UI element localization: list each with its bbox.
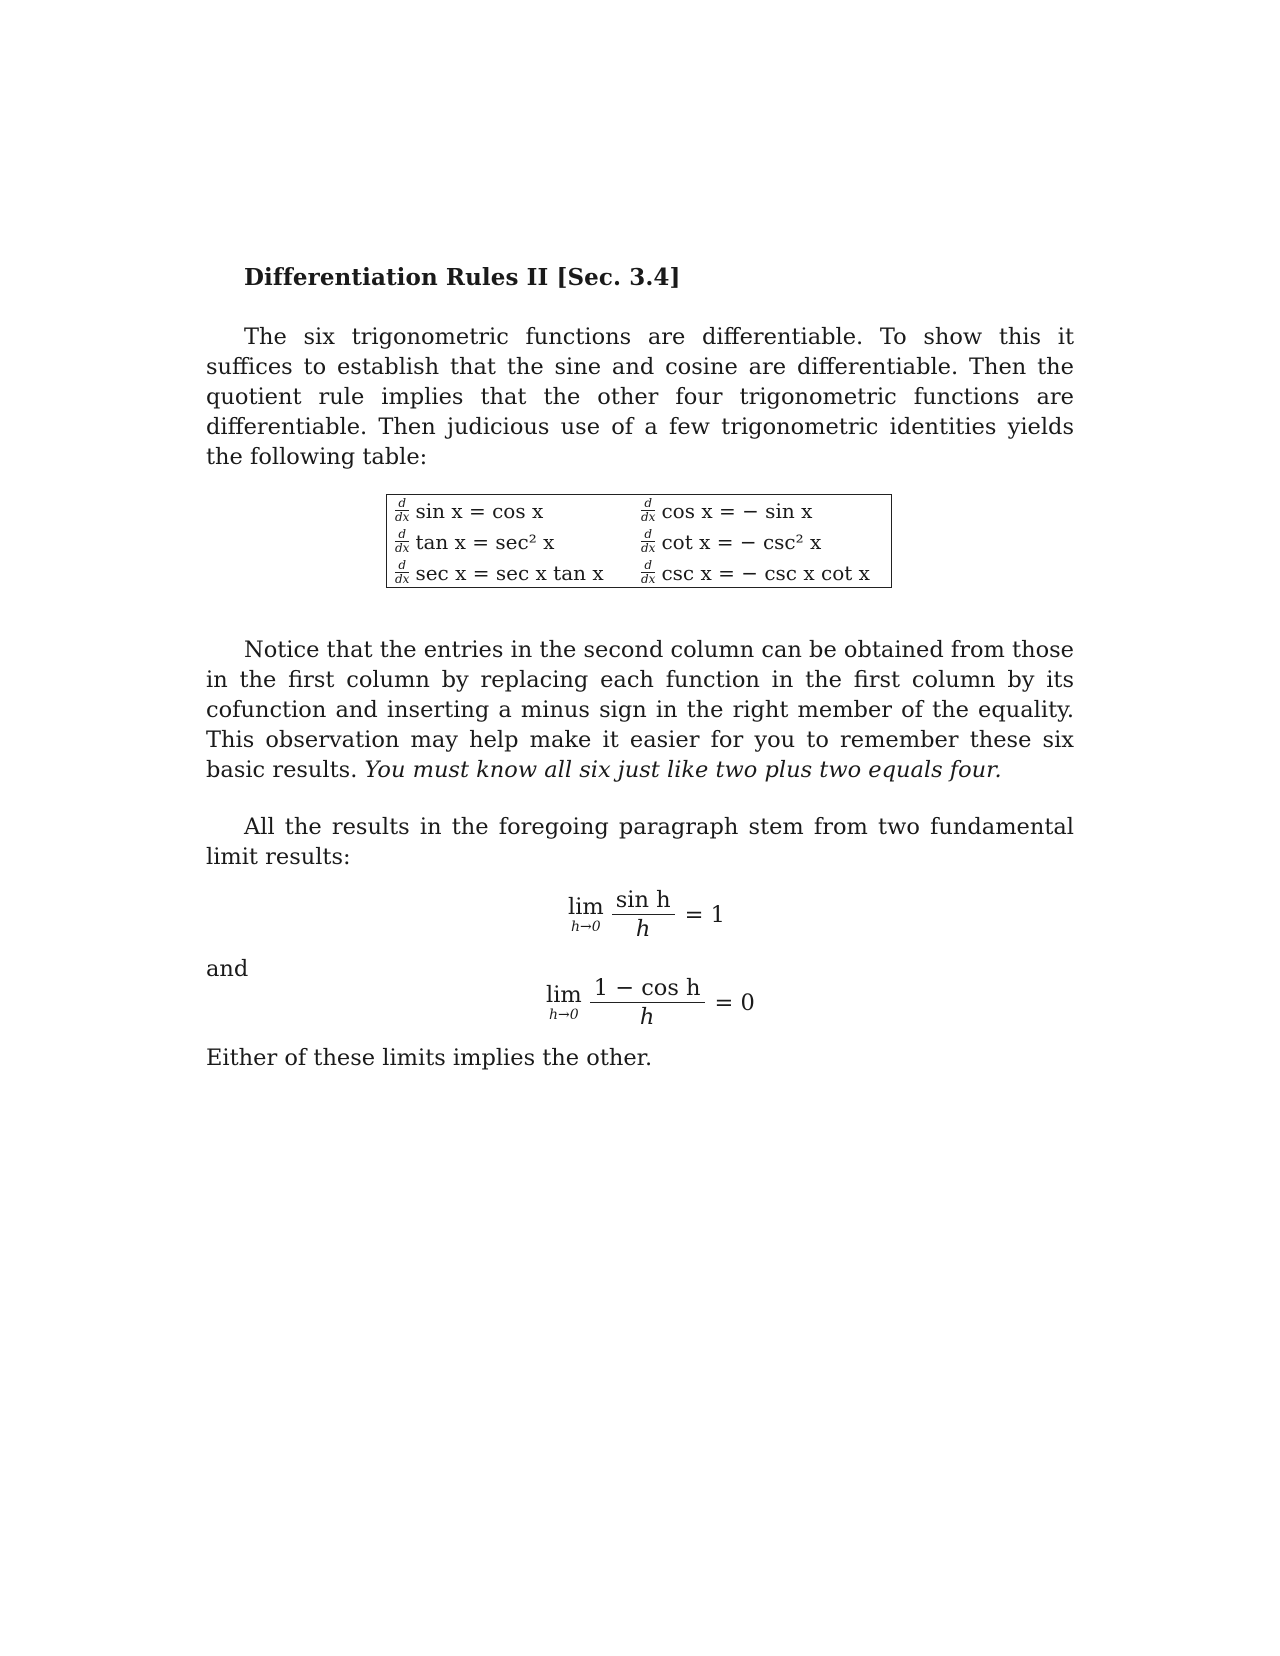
emphasis-text: You must know all six just like two plus two equals four.: [364, 757, 1002, 783]
heading-title: Differentiation Rules II: [244, 264, 549, 291]
sine-limit-equation: [568, 886, 725, 943]
cosine-limit-equation: [546, 974, 755, 1031]
heading-section-ref: [Sec. 3.4]: [556, 264, 681, 291]
section-heading: [244, 264, 681, 291]
limits-intro-text: All the results in the foregoing paragraph stem from two fundamental limit results:: [206, 814, 1074, 870]
connector-word: and: [206, 956, 249, 982]
d-dx-operator: $\frac{d}{dx}$: [641, 496, 656, 524]
intro-text: The six trigonometric functions are differentiable. To show this it suffices to establish that the sine and cosine are differentiable. Then the quotient rule implies that the other four trigonometric functions are differentiable. Then judicious use of a few trigonometric identities yields the following table:: [206, 324, 1074, 470]
deriv-tan: $\frac{d}{dx}$ tan x = sec² x: [395, 527, 555, 555]
cofunction-paragraph: [206, 635, 1074, 785]
deriv-csc: $\frac{d}{dx}$ csc x = − csc x cot x: [641, 558, 870, 586]
d-dx-operator: $\frac{d}{dx}$: [641, 558, 656, 586]
limit-operator: lim h→0: [568, 893, 604, 935]
closing-sentence: Either of these limits implies the other.: [206, 1045, 653, 1071]
deriv-cos: $\frac{d}{dx}$ cos x = − sin x: [641, 496, 813, 524]
limit-operator: lim h→0: [546, 981, 582, 1023]
limits-intro-paragraph: [206, 812, 1074, 872]
limit-result: = 0: [714, 989, 755, 1016]
limit-fraction: $\frac{\text{sin h}}{h}$: [612, 886, 675, 943]
d-dx-operator: $\frac{d}{dx}$: [395, 496, 410, 524]
intro-paragraph: [206, 322, 1074, 472]
derivative-table: [386, 494, 892, 588]
deriv-sec: $\frac{d}{dx}$ sec x = sec x tan x: [395, 558, 604, 586]
limit-fraction: $\frac{\text{1 − cos h}}{h}$: [590, 974, 705, 1031]
cofunction-text: Notice that the entries in the second column can be obtained from those in the first column by replacing each function in the first column by its cofunction and inserting a minus sign in the right member of the equality. This observation may help make it easier for you to remember these six basic results.: [206, 637, 1074, 783]
d-dx-operator: $\frac{d}{dx}$: [395, 527, 410, 555]
limit-result: = 1: [684, 901, 725, 928]
deriv-sin: $\frac{d}{dx}$ sin x = cos x: [395, 496, 544, 524]
deriv-cot: $\frac{d}{dx}$ cot x = − csc² x: [641, 527, 822, 555]
d-dx-operator: $\frac{d}{dx}$: [395, 558, 410, 586]
d-dx-operator: $\frac{d}{dx}$: [641, 527, 656, 555]
